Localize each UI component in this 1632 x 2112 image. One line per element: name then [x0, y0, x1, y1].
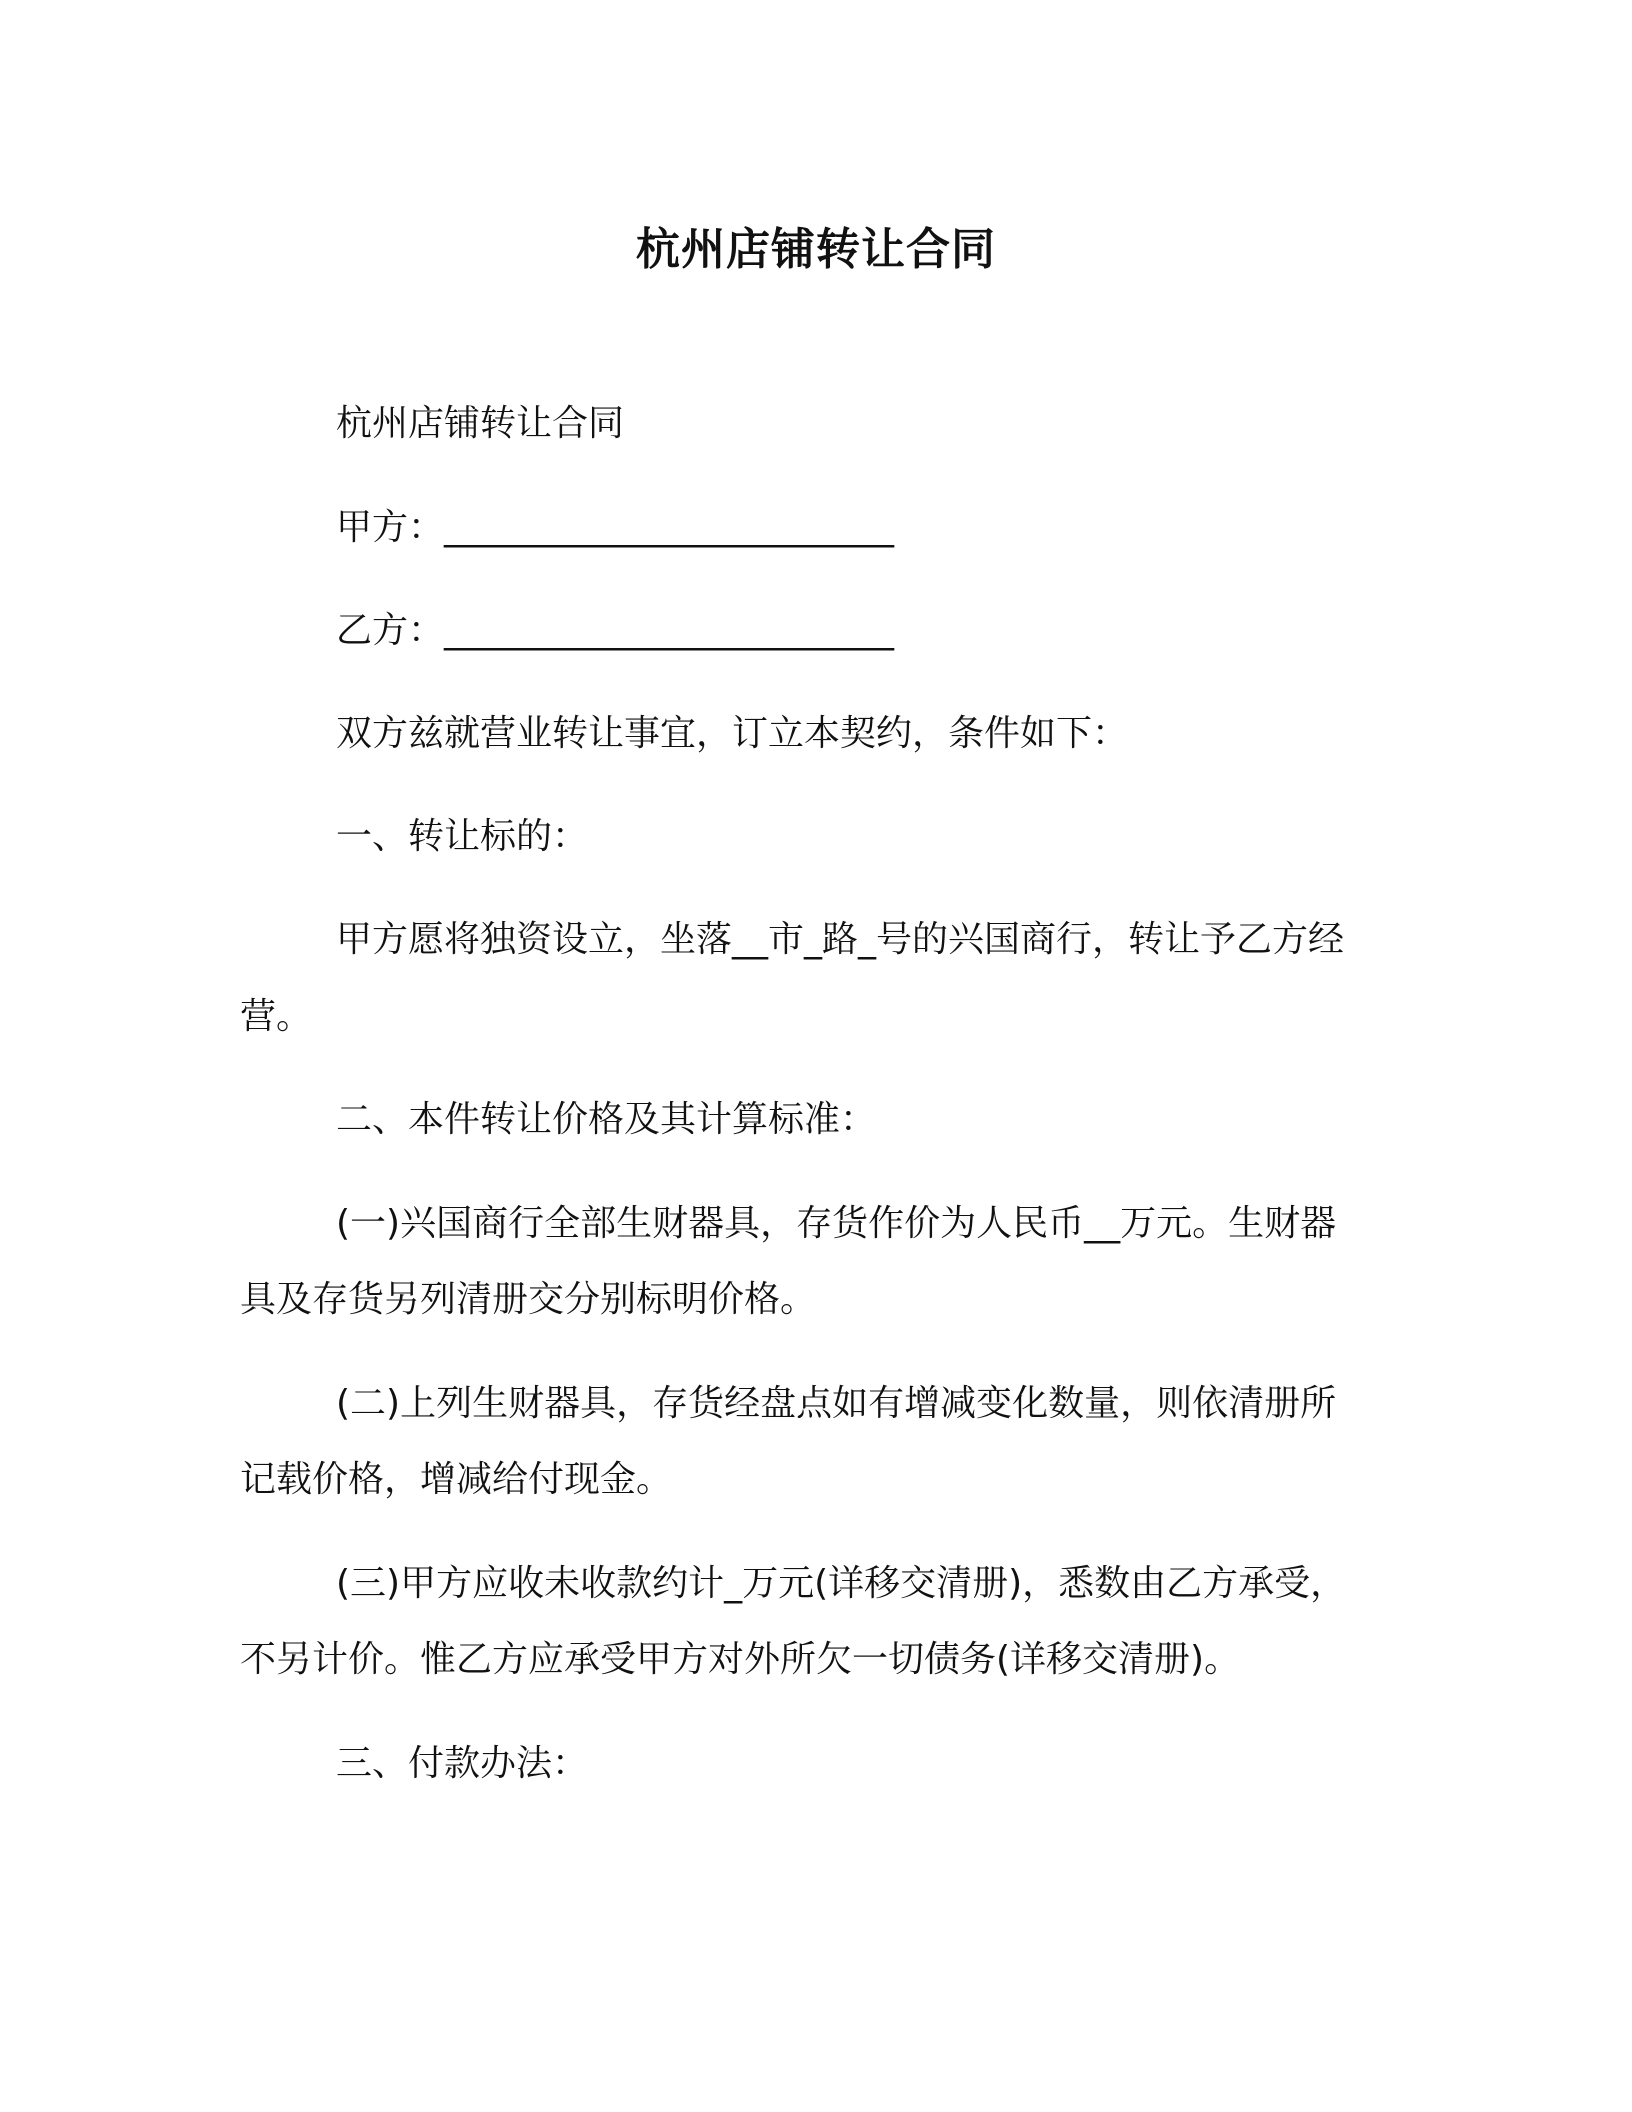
paragraph-line: (三)甲方应收未收款约计_万元(详移交清册)，悉数由乙方承受，	[336, 1563, 1347, 1604]
paragraph-line: (二)上列生财器具，存货经盘点如有增减变化数量，则依清册所	[336, 1383, 1337, 1424]
section-heading-3: 三、付款办法：	[336, 1743, 589, 1784]
paragraph-line: 甲方愿将独资设立，坐落__市_路_号的兴国商行，转让予乙方经	[336, 919, 1345, 960]
party-a-line: 甲方：_________________________	[336, 507, 895, 548]
intro-paragraph: 双方兹就营业转让事宜，订立本契约，条件如下：	[336, 713, 1129, 754]
party-b-line: 乙方：_________________________	[336, 610, 895, 651]
paragraph-line: 记载价格，增减给付现金。	[240, 1459, 673, 1500]
paragraph-line: 具及存货另列清册交分别标明价格。	[240, 1279, 817, 1320]
document-title: 杭州店铺转让合同	[636, 224, 996, 275]
section-heading-2: 二、本件转让价格及其计算标准：	[336, 1099, 877, 1140]
paragraph-line: 不另计价。惟乙方应承受甲方对外所欠一切债务(详移交清册)。	[240, 1639, 1241, 1680]
paragraph-line: 营。	[240, 996, 313, 1037]
section-heading-1: 一、转让标的：	[336, 816, 589, 857]
subtitle-line: 杭州店铺转让合同	[336, 403, 625, 444]
paragraph-line: (一)兴国商行全部生财器具，存货作价为人民币__万元。生财器	[336, 1203, 1337, 1244]
